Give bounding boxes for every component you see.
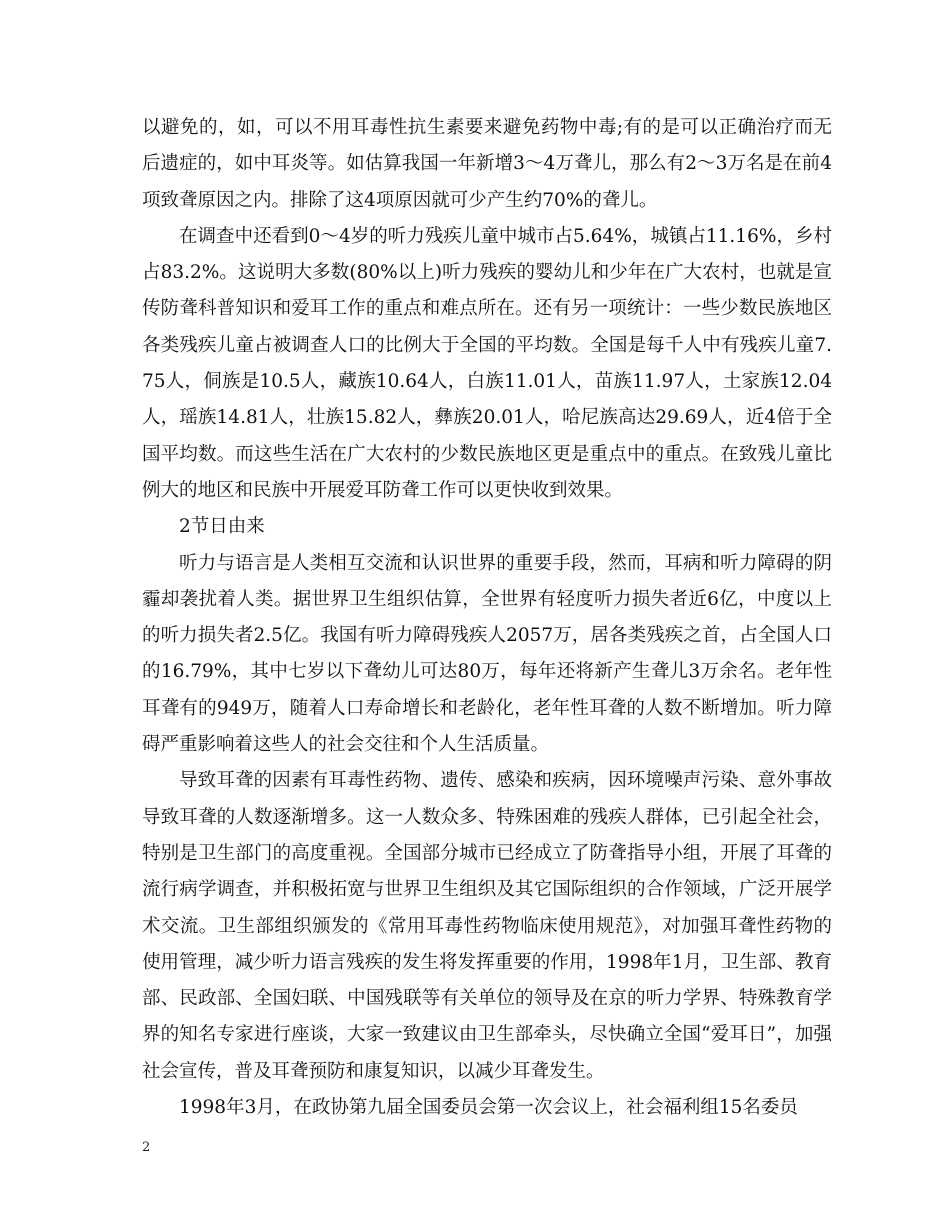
paragraph-5: 1998年3月，在政协第九届全国委员会第一次会议上，社会福利组15名委员	[179, 1097, 798, 1119]
paragraph-4: 导致耳聋的因素有耳毒性药物、遗传、感染和疾病，因环境噪声污染、意外事故导致耳聋的人数逐渐增多。这一人数众多、特殊困难的残疾人群体，已引起全社会，特别是卫生部门的高度重视。全国部分城市已经成立了防聋指导小组，开展了耳聋的流行病学调查，并积极拓宽与世界卫生组织及其它国际组织的合作领域，广泛开展学术交流。卫生部组织颁发的《常用耳毒性药物临床使用规范》，对加强耳聋性药物的使用管理，减少听力语言残疾的发生将发挥重要的作用，1998年1月，卫生部、教育部、民政部、全国妇联、中国残联等有关单位的领导及在京的听力学界、特殊教育学界的知名专家进行座谈，大家一致建议由卫生部牵头，尽快确立全国“爱耳日”，加强社会宣传，普及耳聋预防和康复知识，以减少耳聋发生。	[142, 770, 832, 1082]
paragraph-2: 在调查中还看到0～4岁的听力残疾儿童中城市占5.64%，城镇占11.16%，乡村占83.2%。这说明大多数(80%以上)听力残疾的婴幼儿和少年在广大农村，也就是宣传防聋科普知识和爱耳工作的重点和难点所在。还有另一项统计：一些少数民族地区各类残疾儿童占被调查人口的比例大于全国的平均数。全国是每千人中有残疾儿童7.75人，侗族是10.5人，藏族10.64人，白族11.01人，苗族11.97人，土家族12.04人，瑶族14.81人，壮族15.82人，彝族20.01人，哈尼族高达29.69人，近4倍于全国平均数。而这些生活在广大农村的少数民族地区更是重点中的重点。在致残儿童比例大的地区和民族中开展爱耳防聋工作可以更快收到效果。	[142, 225, 832, 501]
paragraph-3: 听力与语言是人类相互交流和认识世界的重要手段，然而，耳病和听力障碍的阴霾却袭扰着人类。据世界卫生组织估算，全世界有轻度听力损失者近6亿，中度以上的听力损失者2.5亿。我国有听力障碍残疾人2057万，居各类残疾之首，占全国人口的16.79%，其中七岁以下聋幼儿可达80万，每年还将新产生聋儿3万余名。老年性耳聋有的949万，随着人口寿命增长和老龄化，老年性耳聋的人数不断增加。听力障碍严重影响着这些人的社会交往和个人生活质量。	[142, 552, 832, 756]
page-number: 2	[142, 1140, 151, 1155]
paragraph-1: 以避免的，如，可以不用耳毒性抗生素要来避免药物中毒;有的是可以正确治疗而无后遗症的，如中耳炎等。如估算我国一年新增3～4万聋儿，那么有2～3万名是在前4项致聋原因之内。排除了这4项原因就可少产生约70%的聋儿。	[142, 117, 832, 211]
document-body	[142, 110, 832, 1126]
section-heading: 2节日由来	[179, 516, 265, 538]
